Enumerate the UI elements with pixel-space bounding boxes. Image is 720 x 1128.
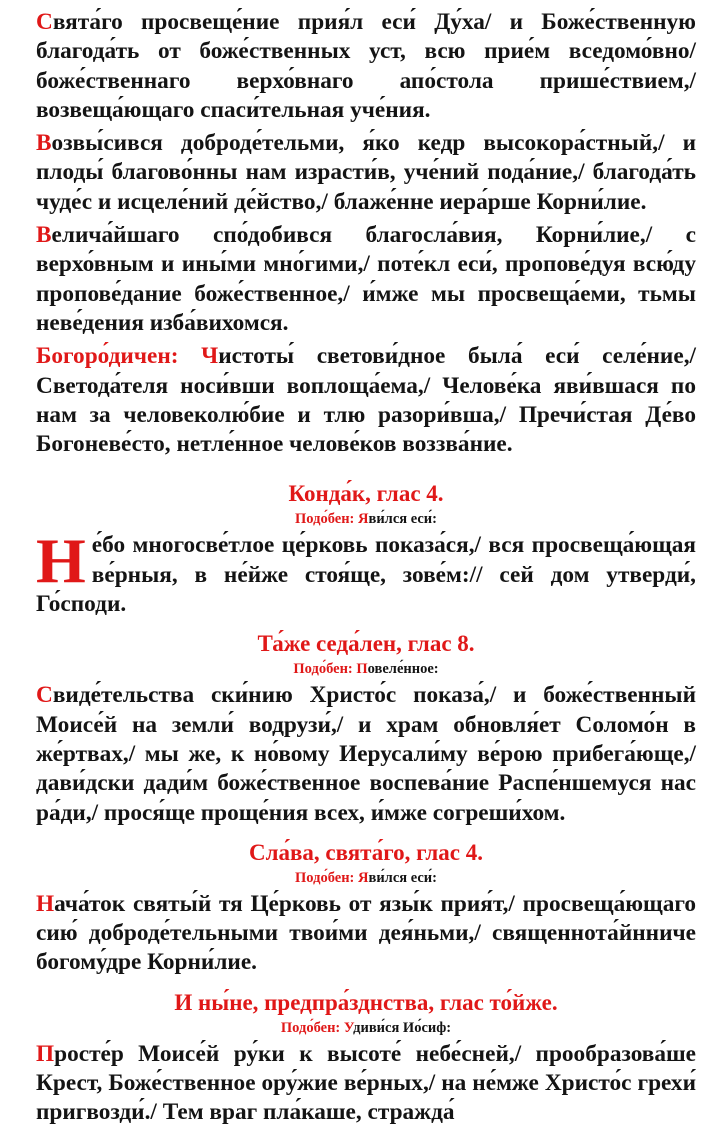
paragraph-text: ача́ток святы́й тя Це́рковь от язы́к прия́т,/ просвеща́ющаго сию́ доброде́тельными твои́ми дея́ньми,/ священнота́йнниче богому́дре Корни́лие. xyxy=(36,890,696,976)
sedalen-podoben xyxy=(36,659,696,679)
bogorodichen-label: Богоро́дичен: xyxy=(36,343,202,370)
paragraph-text: елича́йшаго спо́добився благосла́вия, Корни́лие,/ с верхо́вным и ины́ми мно́гими,/ поте́кл еси́, пропове́дуя всю́ду пропове́дание боже́ственное,/ и́мже мы просвеща́еми, тьмы неве́дения изба́вихомся. xyxy=(36,222,696,336)
sedalen-text xyxy=(36,681,696,827)
podoben-text: овеле́нное: xyxy=(367,661,439,678)
kondak-text xyxy=(36,525,696,619)
podoben-label: Подо́бен: xyxy=(280,1019,344,1036)
paragraph-text: виде́тельства ски́нию Христо́с показа́,/ и боже́ственный Моисе́й на земли́ водрузи́,/ и храм обновля́ет Соломо́н в же́ртвах,/ мы же, к но́вому Иерусали́му ве́рою прибега́юще,/ дави́дски дади́м боже́ственное воспева́ние Распе́ншемуся нас ра́ди,/ прося́ще проще́ния всех, и́мже согреши́хом. xyxy=(36,682,696,826)
inyne-podoben xyxy=(36,1018,696,1038)
paragraph-text: е́бо многосве́тлое це́рковь показа́ся,/ вся просвеща́ющая ве́рныя, в не́йже стоя́ще, зове́м:// сей дом утверди́, Го́споди. xyxy=(36,532,696,618)
kondak-heading: Конда́к, глас 4. xyxy=(288,481,444,507)
paragraph-2 xyxy=(36,129,696,217)
paragraph-text: озвы́сився доброде́тельми, я́ко кедр высокора́стный,/ и плоды́ благово́нны нам израсти́в, уче́ний пода́ние,/ благода́ть чуде́с и исцеле́ний де́йство,/ блаже́нне иера́рше Корни́лие. xyxy=(36,130,696,215)
slava-podoben xyxy=(36,868,696,888)
paragraph-3 xyxy=(36,221,696,338)
initial-cap: П xyxy=(36,1040,55,1067)
podoben-cap: У xyxy=(343,1019,354,1036)
paragraph-text: истоты́ светови́дное была́ еси́ селе́ние,/ Светода́теля носи́вши воплоща́ема,/ Челове́ка яви́вшася по нам за человеколю́бие и тлю разори́вша,/ Пречи́стая Де́во Богоневе́сто, нетле́нное челове́ков воззва́ние. xyxy=(36,343,696,458)
podoben-label: Подо́бен: xyxy=(295,869,359,886)
podoben-cap: П xyxy=(356,661,368,678)
paragraph-text: вята́го просвеще́ние прия́л еси́ Ду́ха/ и Боже́ственную благода́ть от боже́ственных уст, всю прие́м вседомо́вно/ боже́ственнаго верхо́внаго апо́стола прише́ствием,/ возвеща́ющаго спаси́тельная уче́ния. xyxy=(36,9,696,123)
slava-text xyxy=(36,890,696,978)
bogorodichen-paragraph xyxy=(36,342,696,459)
podoben-cap: Я xyxy=(358,869,369,886)
paragraph-1 xyxy=(36,8,696,125)
inyne-heading: И ны́не, предпра́зднства, глас то́йже. xyxy=(174,989,558,1015)
initial-cap: С xyxy=(36,682,53,709)
podoben-label: Подо́бен: xyxy=(295,511,359,528)
podoben-cap: Я xyxy=(358,511,369,528)
initial-cap: Н xyxy=(36,890,55,917)
drop-cap: Н xyxy=(36,525,86,597)
slava-heading: Сла́ва, свята́го, глас 4. xyxy=(248,839,484,865)
initial-cap: В xyxy=(36,222,52,249)
paragraph-text: росте́р Моисе́й ру́ки к высоте́ небе́сней,/ прообразова́ше Крест, Боже́ственное ору́жие ве́рных,/ на не́мже Христо́с грехи́ пригвозди́./ Тем враг пла́каше, стражда́ xyxy=(36,1040,696,1126)
podoben-label: Подо́бен: xyxy=(293,661,357,678)
podoben-text: ви́лся еси́: xyxy=(368,869,437,886)
kondak-podoben xyxy=(36,509,696,529)
sedalen-heading: Та́же седа́лен, глас 8. xyxy=(257,631,475,657)
inyne-text xyxy=(36,1040,696,1128)
podoben-text: ви́лся еси́: xyxy=(368,511,437,528)
podoben-text: диви́ся Ио́сиф: xyxy=(353,1019,452,1036)
initial-cap: В xyxy=(36,130,52,157)
initial-cap: С xyxy=(36,9,53,35)
initial-cap: Ч xyxy=(201,343,219,370)
liturgical-page xyxy=(36,8,696,1128)
